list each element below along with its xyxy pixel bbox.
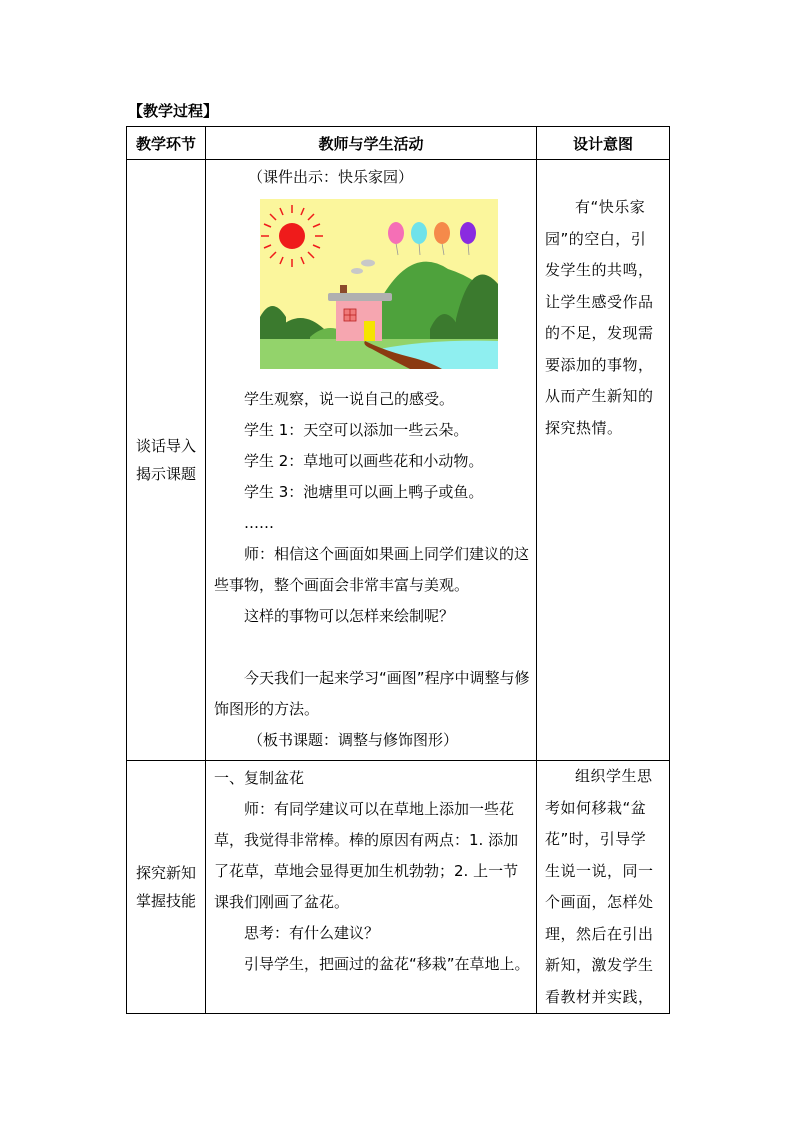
teaching-process-table [126, 126, 670, 1014]
stage-cell [127, 761, 206, 1014]
header-stage: 教学环节 [127, 127, 206, 160]
roof [328, 293, 392, 301]
activity-line: 思考：有什么建议？ [244, 924, 380, 942]
activity-line: 学生观察，说一说自己的感受。 [244, 390, 455, 408]
table-row [127, 761, 670, 1014]
section-title: 【教学过程】 [128, 102, 219, 120]
intent-text: 组织学生思考如何移栽“盆花”时，引导学生说一说，同一个画面，怎样处理，然后在引出新知，激发学生看教材并实践， [545, 767, 654, 1006]
table-row [127, 160, 670, 761]
activity-line: …… [244, 514, 274, 532]
courseware-note: （课件出示：快乐家园） [248, 168, 414, 186]
blank-line [214, 632, 530, 663]
activity-line: 今天我们一起来学习“画图”程序中调整与修饰图形的方法。 [214, 669, 530, 718]
activity-line: 师：相信这个画面如果画上同学们建议的这些事物，整个画面会非常丰富与美观。 [214, 545, 530, 594]
activity-line: 引导学生，把画过的盆花“移栽”在草地上。 [244, 955, 530, 973]
happy-home-picture [260, 199, 498, 369]
intent-cell [537, 761, 670, 1014]
window-icon [344, 309, 356, 321]
intent-cell [537, 160, 670, 761]
activity-line: 这样的事物可以怎样来绘制呢？ [244, 607, 455, 625]
sun [279, 223, 305, 249]
activity-cell [206, 160, 537, 761]
happy-home-picture-wrap [214, 193, 530, 384]
header-intent: 设计意图 [537, 127, 670, 160]
activity-line: 学生 2：草地可以画些花和小动物。 [244, 452, 484, 470]
door [364, 321, 375, 341]
header-row [127, 127, 670, 160]
activity-line: 学生 1：天空可以添加一些云朵。 [244, 421, 469, 439]
stage-label: 掌握技能 [135, 892, 196, 910]
header-activity: 教师与学生活动 [206, 127, 537, 160]
stage-label: 揭示课题 [135, 465, 196, 483]
chimney [340, 285, 347, 294]
activity-line: 师：有同学建议可以在草地上添加一些花草，我觉得非常棒。棒的原因有两点：1. 添加了花草，草地会显得更加生机勃勃；2. 上一节课我们刚画了盆花。 [214, 800, 519, 911]
activity-cell [206, 761, 537, 1014]
stage-cell [127, 160, 206, 761]
intent-text: 有“快乐家园”的空白，引发学生的共鸣，让学生感受作品的不足，发现需要添加的事物，从而产生新知的探究热情。 [545, 198, 654, 437]
house [336, 301, 382, 341]
stage-label: 谈话导入 [135, 437, 196, 455]
activity-line: 学生 3：池塘里可以画上鸭子或鱼。 [244, 483, 484, 501]
activity-heading: 一、复制盆花 [214, 769, 305, 787]
board-note: （板书课题：调整与修饰图形） [248, 731, 459, 749]
stage-label: 探究新知 [135, 864, 196, 882]
